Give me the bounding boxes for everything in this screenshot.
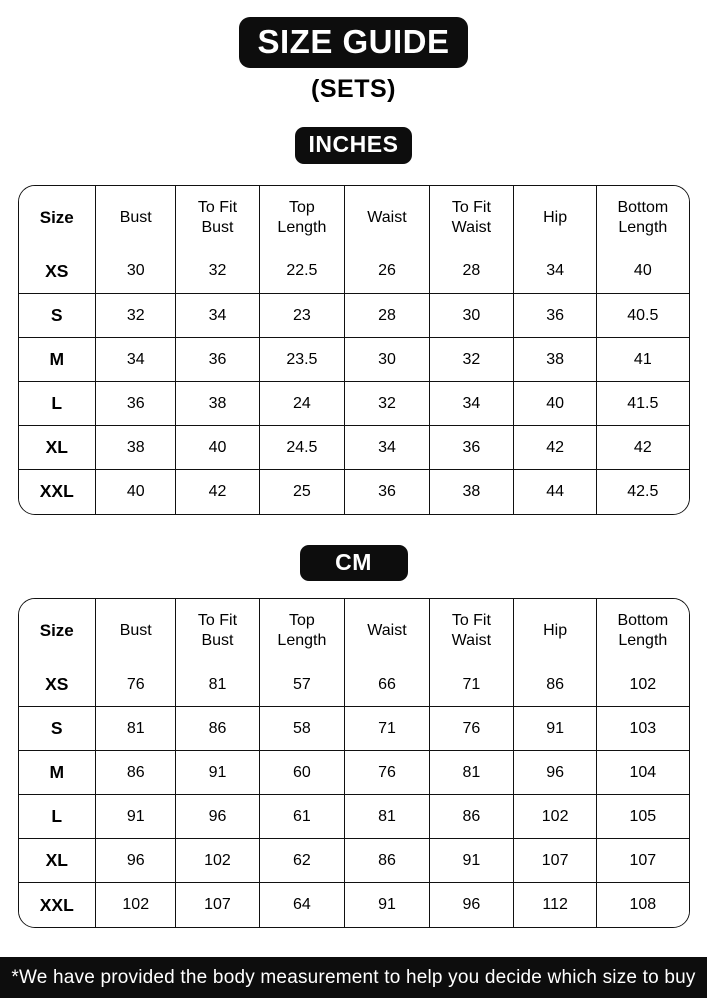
measurement-cell: 81 [176, 663, 259, 707]
size-label: S [19, 707, 96, 751]
size-row-xxl [19, 883, 689, 927]
size-label: XL [19, 426, 96, 470]
measurement-cell: 32 [96, 294, 176, 338]
measurement-cell: 81 [345, 795, 429, 839]
size-row-l [19, 382, 689, 426]
section-label-cm: CM [300, 545, 408, 581]
size-label: XXL [19, 883, 96, 927]
size-row-m [19, 338, 689, 382]
measurement-cell: 107 [514, 839, 597, 883]
measurement-cell: 42 [597, 426, 689, 470]
column-header-to-fit-waist: To Fit Waist [429, 186, 513, 250]
size-label: XL [19, 839, 96, 883]
measurement-cell: 107 [176, 883, 259, 927]
measurement-cell: 81 [429, 751, 513, 795]
measurement-cell: 91 [429, 839, 513, 883]
column-header-bottom-length: Bottom Length [597, 599, 689, 663]
measurement-cell: 40 [96, 470, 176, 514]
measurement-cell: 36 [345, 470, 429, 514]
size-row-xs [19, 663, 689, 707]
column-header-to-fit-bust: To Fit Bust [176, 186, 259, 250]
measurement-cell: 76 [345, 751, 429, 795]
size-table-cm-container [18, 598, 690, 928]
measurement-cell: 38 [96, 426, 176, 470]
measurement-cell: 76 [96, 663, 176, 707]
measurement-cell: 36 [429, 426, 513, 470]
measurement-cell: 40.5 [597, 294, 689, 338]
measurement-cell: 40 [597, 250, 689, 294]
measurement-cell: 86 [176, 707, 259, 751]
column-header-size: Size [19, 186, 96, 250]
page-subtitle: (SETS) [311, 75, 396, 104]
size-row-l [19, 795, 689, 839]
measurement-cell: 96 [96, 839, 176, 883]
column-header-bust: Bust [96, 599, 176, 663]
size-label: M [19, 338, 96, 382]
measurement-cell: 34 [514, 250, 597, 294]
column-header-hip: Hip [514, 599, 597, 663]
measurement-cell: 60 [259, 751, 345, 795]
measurement-cell: 30 [429, 294, 513, 338]
measurement-cell: 23 [259, 294, 345, 338]
measurement-cell: 40 [176, 426, 259, 470]
size-label: XXL [19, 470, 96, 514]
column-header-to-fit-waist: To Fit Waist [429, 599, 513, 663]
measurement-cell: 36 [176, 338, 259, 382]
measurement-cell: 103 [597, 707, 689, 751]
size-label: M [19, 751, 96, 795]
measurement-cell: 22.5 [259, 250, 345, 294]
measurement-cell: 30 [345, 338, 429, 382]
column-header-bottom-length: Bottom Length [597, 186, 689, 250]
measurement-cell: 86 [96, 751, 176, 795]
measurement-cell: 102 [597, 663, 689, 707]
section-label-inches: INCHES [295, 127, 413, 163]
measurement-cell: 112 [514, 883, 597, 927]
measurement-cell: 66 [345, 663, 429, 707]
column-header-top-length: Top Length [259, 599, 345, 663]
measurement-cell: 32 [345, 382, 429, 426]
measurement-cell: 30 [96, 250, 176, 294]
measurement-cell: 38 [429, 470, 513, 514]
measurement-cell: 86 [429, 795, 513, 839]
size-label: XS [19, 663, 96, 707]
measurement-cell: 104 [597, 751, 689, 795]
measurement-cell: 38 [176, 382, 259, 426]
measurement-cell: 36 [514, 294, 597, 338]
measurement-cell: 91 [345, 883, 429, 927]
measurement-cell: 64 [259, 883, 345, 927]
size-row-xxl [19, 470, 689, 514]
measurement-cell: 58 [259, 707, 345, 751]
size-label: L [19, 382, 96, 426]
column-header-size: Size [19, 599, 96, 663]
measurement-cell: 76 [429, 707, 513, 751]
measurement-cell: 96 [514, 751, 597, 795]
page-title: SIZE GUIDE [239, 17, 467, 68]
measurement-cell: 23.5 [259, 338, 345, 382]
measurement-cell: 91 [514, 707, 597, 751]
header-row [19, 599, 689, 663]
measurement-cell: 36 [96, 382, 176, 426]
size-table-inches-container [18, 185, 690, 515]
measurement-cell: 38 [514, 338, 597, 382]
measurement-cell: 102 [96, 883, 176, 927]
measurement-cell: 57 [259, 663, 345, 707]
measurement-cell: 32 [429, 338, 513, 382]
measurement-cell: 86 [345, 839, 429, 883]
size-row-s [19, 707, 689, 751]
measurement-cell: 102 [176, 839, 259, 883]
measurement-cell: 34 [429, 382, 513, 426]
measurement-cell: 34 [96, 338, 176, 382]
size-table-cm [19, 599, 689, 927]
size-row-s [19, 294, 689, 338]
measurement-cell: 40 [514, 382, 597, 426]
measurement-cell: 42 [176, 470, 259, 514]
measurement-cell: 91 [176, 751, 259, 795]
column-header-top-length: Top Length [259, 186, 345, 250]
measurement-cell: 32 [176, 250, 259, 294]
measurement-cell: 86 [514, 663, 597, 707]
measurement-cell: 42.5 [597, 470, 689, 514]
measurement-cell: 96 [176, 795, 259, 839]
measurement-cell: 44 [514, 470, 597, 514]
size-label: L [19, 795, 96, 839]
measurement-cell: 28 [345, 294, 429, 338]
column-header-bust: Bust [96, 186, 176, 250]
size-table-inches [19, 186, 689, 514]
size-row-m [19, 751, 689, 795]
column-header-to-fit-bust: To Fit Bust [176, 599, 259, 663]
measurement-cell: 25 [259, 470, 345, 514]
column-header-waist: Waist [345, 599, 429, 663]
column-header-hip: Hip [514, 186, 597, 250]
measurement-cell: 108 [597, 883, 689, 927]
measurement-cell: 34 [176, 294, 259, 338]
size-row-xl [19, 426, 689, 470]
measurement-cell: 96 [429, 883, 513, 927]
measurement-cell: 91 [96, 795, 176, 839]
measurement-cell: 41 [597, 338, 689, 382]
measurement-cell: 24 [259, 382, 345, 426]
measurement-cell: 42 [514, 426, 597, 470]
measurement-cell: 41.5 [597, 382, 689, 426]
header-row [19, 186, 689, 250]
size-row-xl [19, 839, 689, 883]
column-header-waist: Waist [345, 186, 429, 250]
measurement-cell: 102 [514, 795, 597, 839]
measurement-cell: 26 [345, 250, 429, 294]
size-label: S [19, 294, 96, 338]
measurement-cell: 71 [345, 707, 429, 751]
measurement-cell: 24.5 [259, 426, 345, 470]
footer-note: *We have provided the body measurement to help you decide which size to buy [0, 957, 707, 998]
size-row-xs [19, 250, 689, 294]
measurement-cell: 71 [429, 663, 513, 707]
size-label: XS [19, 250, 96, 294]
measurement-cell: 62 [259, 839, 345, 883]
measurement-cell: 34 [345, 426, 429, 470]
measurement-cell: 61 [259, 795, 345, 839]
measurement-cell: 105 [597, 795, 689, 839]
measurement-cell: 28 [429, 250, 513, 294]
measurement-cell: 107 [597, 839, 689, 883]
measurement-cell: 81 [96, 707, 176, 751]
